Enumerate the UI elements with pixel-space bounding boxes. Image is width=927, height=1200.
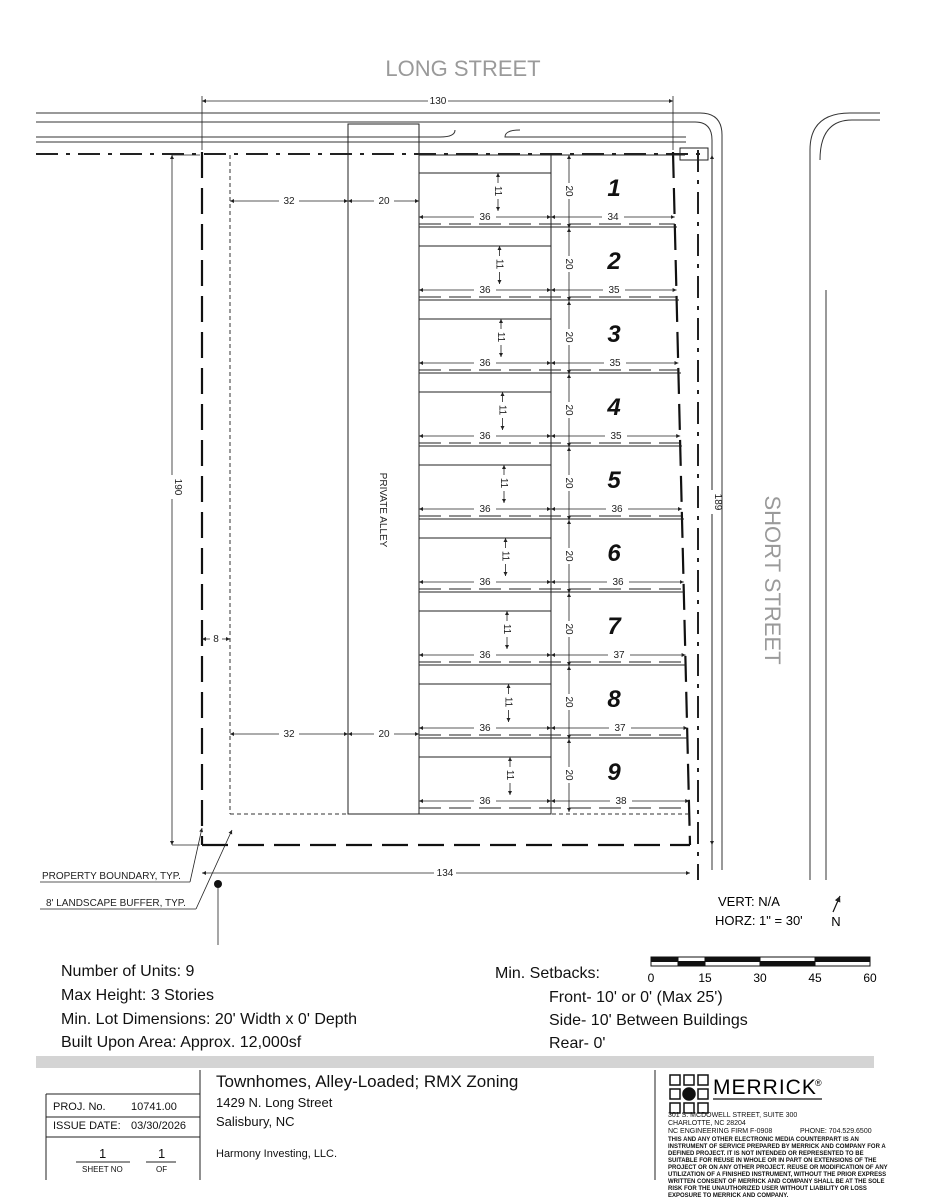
firm-license: NC ENGINEERING FIRM F-0908 [668, 1128, 773, 1135]
proj-label: PROJ. No. [53, 1101, 106, 1113]
unit-right-dim: 37 [614, 723, 626, 734]
client-name: Harmony Investing, LLC. [216, 1148, 338, 1160]
unit-depth-dim: 11 [498, 477, 509, 489]
callout-boundary: PROPERTY BOUNDARY, TYP. [42, 871, 181, 882]
issue-label: ISSUE DATE: [53, 1120, 121, 1132]
scale-tick: 15 [698, 971, 712, 985]
setback-rear: Rear- 0' [549, 1035, 606, 1052]
of-label: OF [156, 1165, 168, 1174]
unit-depth-dim: 11 [492, 185, 503, 197]
dim-left-depth: 190 [172, 478, 183, 496]
unit-left-dim: 36 [479, 358, 491, 369]
unit-right-dim: 34 [607, 212, 619, 223]
of-number: 1 [158, 1146, 166, 1161]
unit-width-dim: 20 [563, 331, 574, 343]
scale-tick: 45 [808, 971, 822, 985]
scale-vert: VERT: N/A [718, 894, 780, 909]
firm-mark: ® [815, 1078, 822, 1088]
unit-left-dim: 36 [479, 431, 491, 442]
unit-width-dim: 20 [563, 769, 574, 781]
unit-number: 3 [607, 321, 621, 348]
unit-depth-dim: 11 [496, 404, 508, 416]
unit-left-dim: 36 [479, 285, 491, 296]
scale-tick: 60 [863, 971, 877, 985]
scale-ticks [648, 971, 877, 985]
unit-depth-dim: 11 [493, 258, 505, 270]
unit-number: 7 [607, 613, 621, 640]
note-units: Number of Units: 9 [61, 963, 195, 980]
unit-blocks [419, 155, 685, 814]
issue-date: 03/30/2026 [131, 1120, 187, 1132]
unit-number: 1 [607, 175, 621, 202]
unit-number: 4 [607, 394, 621, 421]
project-address-1: 1429 N. Long Street [216, 1095, 333, 1110]
firm-address-2: CHARLOTTE, NC 28204 [668, 1120, 746, 1127]
scale-bar [651, 957, 870, 966]
unit-width-dim: 20 [563, 477, 574, 489]
scale-tick: 30 [753, 971, 767, 985]
unit-number: 5 [607, 467, 621, 494]
unit-layer [419, 155, 689, 812]
unit-number: 8 [607, 686, 621, 713]
street-label-right: SHORT STREET [760, 495, 785, 665]
dim-bottom-alley: 20 [378, 729, 390, 740]
unit-depth-dim: 11 [499, 550, 511, 562]
dim-alley-width: 20 [378, 196, 390, 207]
unit-left-dim: 36 [479, 723, 491, 734]
merrick-logo-icon [670, 1075, 708, 1113]
unit-width-dim: 20 [563, 696, 574, 708]
note-height: Max Height: 3 Stories [61, 987, 214, 1004]
unit-right-dim: 35 [610, 431, 622, 442]
unit-depth-dim: 11 [495, 331, 506, 343]
north-label: N [831, 914, 841, 929]
unit-width-dim: 20 [563, 258, 574, 270]
unit-right-dim: 37 [613, 650, 625, 661]
project-address-2: Salisbury, NC [216, 1114, 295, 1129]
boundary-marker [214, 880, 222, 888]
setbacks-title: Min. Setbacks: [495, 965, 600, 982]
firm-name: MERRICK [713, 1076, 817, 1099]
north-arrow-icon [833, 896, 840, 912]
street-label-long: LONG STREET [385, 56, 541, 81]
firm-address-1: 301 S. MCDOWELL STREET, SUITE 300 [668, 1112, 798, 1119]
unit-left-dim: 36 [479, 577, 491, 588]
unit-right-dim: 35 [609, 358, 621, 369]
unit-depth-dim: 11 [502, 696, 514, 708]
unit-depth-dim: 11 [501, 623, 512, 635]
alley-label: PRIVATE ALLEY [377, 472, 388, 548]
centerlines [36, 150, 700, 880]
project-title: Townhomes, Alley-Loaded; RMX Zoning [216, 1072, 519, 1091]
unit-left-dim: 36 [479, 212, 491, 223]
private-alley [348, 124, 419, 814]
unit-right-dim: 36 [611, 504, 623, 515]
setback-front: Front- 10' or 0' (Max 25') [549, 989, 723, 1006]
unit-width-dim: 20 [563, 623, 574, 635]
unit-left-dim: 36 [479, 650, 491, 661]
proj-number: 10741.00 [131, 1101, 177, 1113]
scale-horz: HORZ: 1" = 30' [715, 913, 803, 928]
sheet-number: 1 [99, 1146, 107, 1161]
unit-depth-dim: 11 [504, 769, 515, 781]
dim-labels [165, 95, 723, 879]
unit-left-dim: 36 [479, 796, 491, 807]
unit-left-dim: 36 [479, 504, 491, 515]
dim-bottom-setback: 32 [283, 729, 295, 740]
unit-right-dim: 36 [612, 577, 624, 588]
unit-width-dim: 20 [563, 550, 574, 562]
unit-number: 2 [607, 248, 621, 275]
unit-number: 6 [607, 540, 621, 567]
callout-buffer: 8' LANDSCAPE BUFFER, TYP. [46, 898, 186, 909]
note-lot: Min. Lot Dimensions: 20' Width x 0' Depth [61, 1011, 358, 1028]
dim-right-depth: 189 [712, 493, 723, 511]
unit-dividers [419, 173, 688, 757]
dim-top-width: 130 [429, 96, 447, 107]
firm-phone: PHONE: 704.529.6500 [800, 1128, 872, 1135]
dim-left-setback: 32 [283, 196, 295, 207]
dim-lines [172, 96, 712, 873]
scale-tick: 0 [647, 971, 655, 985]
long-street-curbs [36, 113, 880, 880]
divider-band [36, 1056, 874, 1068]
unit-right-dim: 35 [608, 285, 620, 296]
unit-right-dim: 38 [615, 796, 627, 807]
sheet-label: SHEET NO [82, 1165, 123, 1174]
unit-width-dim: 20 [563, 404, 574, 416]
dim-bottom-width: 134 [436, 868, 454, 879]
unit-number: 9 [607, 759, 621, 786]
setback-side: Side- 10' Between Buildings [549, 1012, 748, 1029]
disclaimer: THIS AND ANY OTHER ELECTRONIC MEDIA COUNTERPART IS AN INSTRUMENT OF SERVICE PREPARED BY MERRICK AND COMPANY FOR A DEFINED PROJECT. IT IS NOT INTENDED OR REPRESENTED TO BE SUITABLE FOR REUSE IN WHOLE OR IN PART ON EXTENSIONS OF THE PROJECT OR ON ANY OTHER PROJECT. REUSE OR MODIFICATION OF ANY UTILIZATION OF A FINISHED INSTRUMENT, WITHOUT THE PRIOR EXPRESS WRITTEN CONSENT OF MERRICK AND COMPANY SHALL BE AT THE SOLE RISK FOR THE UNAUTHORIZED USER WITHOUT LIABILITY OR LOSS EXPOSURE TO MERRICK AND COMPANY. [668, 1137, 888, 1199]
unit-width-dim: 20 [563, 185, 574, 197]
note-area: Built Upon Area: Approx. 12,000sf [61, 1034, 302, 1051]
dim-buffer: 8 [213, 634, 219, 645]
